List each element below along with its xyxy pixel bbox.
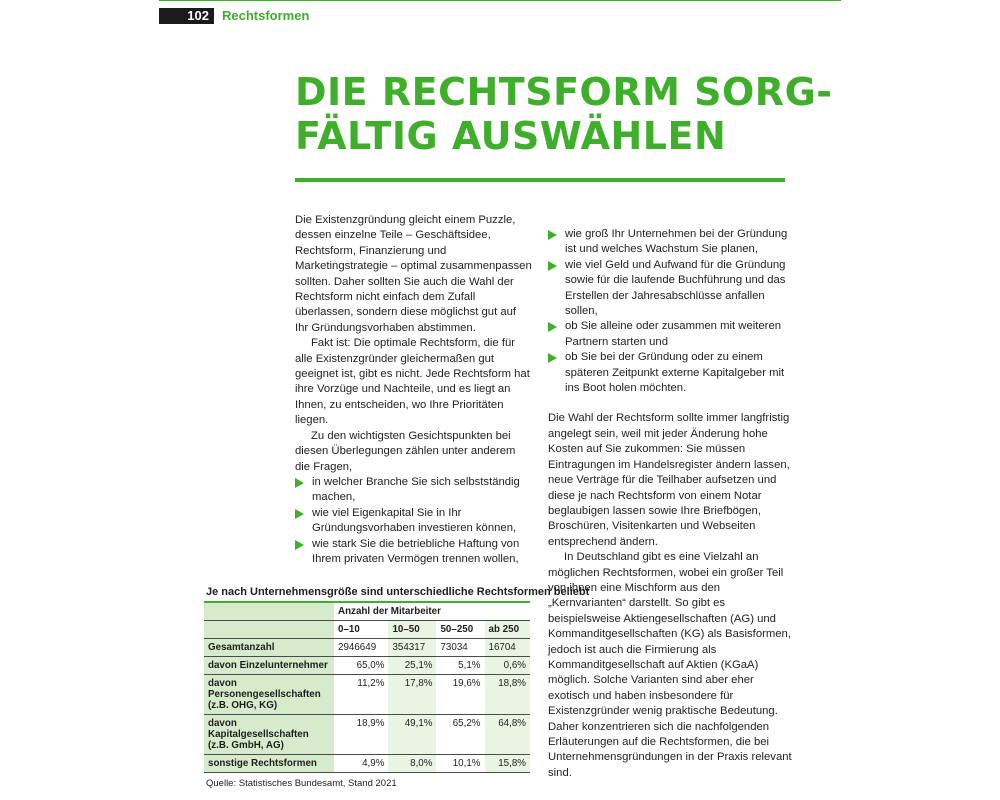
table-cell: 73034: [440, 642, 468, 653]
page-number: 102: [187, 8, 209, 23]
triangle-bullet-icon: [548, 353, 557, 363]
title-line-1: DIE RECHTSFORM SORG-: [295, 70, 833, 114]
paragraph: Die Wahl der Rechtsform sollte immer langfristig angelegt sein, weil mit jeder Änderung hohe Kosten auf Sie zukommen: Sie müssen Eintragungen im Handelsregister ändern lassen, neue Verträge für die Teilhaber aufsetzen und diese je nach Rechtsform von einem Notar beglaubigen lassen sowie Ihre Briefbögen, Broschüren, Visitenkarten und Webseiten entsprechend ändern.: [548, 412, 790, 548]
table-cell: 16704: [485, 639, 530, 657]
list-item-text: wie viel Geld und Aufwand für die Gründung sowie für die laufende Buchführung und das Erstellen der Jahresabschlüsse anfallen sollen,: [565, 258, 786, 318]
legal-forms-table: [204, 601, 530, 773]
column-header: 0–10: [338, 624, 360, 635]
column-header: 50–250: [440, 624, 474, 635]
text-column-right: [548, 227, 793, 781]
table-cell: 65,2%: [452, 718, 481, 729]
table-cell: 10,1%: [452, 758, 481, 769]
list-item-text: ob Sie bei der Gründung oder zu einem späteren Zeitpunkt externe Kapitalgeber mit ins Boot holen möchten.: [565, 351, 785, 395]
table-source: Quelle: Statistisches Bundesamt, Stand 2021: [206, 778, 397, 789]
table-cell: 19,6%: [452, 678, 481, 689]
table-cell: 8,0%: [388, 755, 436, 773]
table-cell: 354317: [388, 639, 436, 657]
table-row: [204, 639, 530, 657]
list-item-text: wie viel Eigenkapital Sie in Ihr Gründungsvorhaben investieren können,: [312, 506, 517, 535]
triangle-bullet-icon: [295, 540, 304, 550]
table-row: [204, 675, 530, 715]
list-item: [295, 537, 532, 568]
table-cell: 49,1%: [388, 715, 436, 755]
table-cell: 0,6%: [485, 657, 530, 675]
table-group-header: Anzahl der Mitarbeiter: [338, 606, 441, 617]
paragraph: In Deutschland gibt es eine Vielzahl an möglichen Rechtsformen, wobei ein großer Teil von ihnen eine Mischform aus den „Kernvarianten“ darstellt. So gibt es beispielsweise Aktiengesellschaften (AG) und Kommanditgesellschaften (KG) als Basisformen, jedoch ist auch die Firmierung als Kommanditgesellschaft auf Aktien (KGaA) möglich. Solche Varianten sind aber eher exotisch und haben insbesondere für Existenzgründer wenig praktische Bedeutung. Daher konzentrieren sich die nachfolgenden Erläuterungen auf die Rechtsformen, die bei Unternehmensgründungen in der Praxis relevant sind.: [548, 551, 792, 779]
page-title: [295, 70, 833, 158]
table-cell: 25,1%: [388, 657, 436, 675]
table-cell: 2946649: [338, 642, 377, 653]
spacer: [548, 396, 793, 411]
table-header-row: [204, 621, 530, 639]
list-item-text: wie stark Sie die betriebliche Haftung von Ihrem privaten Vermögen trennen wollen,: [312, 537, 520, 565]
triangle-bullet-icon: [548, 230, 557, 240]
table-corner-cell: [204, 602, 334, 621]
row-label: sonstige Rechtsformen: [204, 755, 334, 773]
triangle-bullet-icon: [295, 509, 304, 519]
table-cell: 18,9%: [356, 718, 385, 729]
list-item-text: ob Sie alleine oder zusammen mit weiteren Partnern starten und: [565, 320, 782, 348]
triangle-bullet-icon: [548, 322, 557, 332]
table-cell: 5,1%: [458, 660, 481, 671]
column-header: ab 250: [485, 621, 530, 639]
table-caption: Je nach Unternehmensgröße sind unterschiedliche Rechtsformen beliebt: [206, 586, 590, 598]
question-list: [295, 475, 532, 567]
list-item: [295, 506, 532, 537]
table-row: [204, 657, 530, 675]
table-row: [204, 715, 530, 755]
title-rule: [295, 178, 785, 182]
list-item: [548, 350, 793, 396]
table-cell: 65,0%: [356, 660, 385, 671]
list-item: [295, 475, 532, 506]
table-cell: 64,8%: [485, 715, 530, 755]
row-label: Gesamtanzahl: [204, 639, 334, 657]
table-corner-cell: [204, 621, 334, 639]
list-item-text: wie groß Ihr Unternehmen bei der Gründung ist und welches Wachstum Sie planen,: [565, 228, 788, 256]
question-list-continued: [548, 227, 793, 396]
section-title: Rechtsformen: [222, 8, 310, 23]
table-cell: 18,8%: [485, 675, 530, 715]
table-group-header-row: [204, 602, 530, 621]
table-cell: 15,8%: [485, 755, 530, 773]
list-item: [548, 258, 793, 320]
list-item: [548, 227, 793, 258]
triangle-bullet-icon: [548, 261, 557, 271]
list-item-text: in welcher Branche Sie sich selbstständig machen,: [312, 475, 520, 504]
column-header: 10–50: [388, 621, 436, 639]
top-rule: [159, 0, 841, 1]
paragraph: Die Existenzgründung gleicht einem Puzzle, dessen einzelne Teile – Geschäftsidee, Rechtsform, Finanzierung und Marketingstrategie – optimal zusammenpassen sollten. Daher sollten Sie auch die Wahl der Rechtsform nicht einfach dem Zufall überlassen, sondern diese möglichst gut auf Ihr Gründungsvorhaben abstimmen.: [295, 214, 532, 334]
page-number-box: [159, 8, 214, 24]
paragraph: Zu den wichtigsten Gesichtspunkten bei diesen Überlegungen zählen unter anderem die Fragen,: [295, 429, 516, 473]
paragraph: Fakt ist: Die optimale Rechtsform, die für alle Existenzgründer gleichermaßen gut geeignet ist, gibt es nicht. Jede Rechtsform hat ihre Vorzüge und Nachteile, und es liegt an Ihnen, zu entscheiden, wo Ihre Prioritäten liegen.: [295, 337, 530, 427]
table-cell: 11,2%: [357, 678, 385, 689]
triangle-bullet-icon: [295, 478, 304, 488]
title-line-2: FÄLTIG AUSWÄHLEN: [295, 114, 727, 158]
row-label: davon Einzelunternehmer: [204, 657, 334, 675]
table-row: [204, 755, 530, 773]
table-cell: 17,8%: [388, 675, 436, 715]
row-label: davon Kapitalgesellschaften (z.B. GmbH, AG): [204, 715, 334, 755]
row-label: davon Personengesellschaften (z.B. OHG, KG): [204, 675, 334, 715]
list-item: [548, 319, 793, 350]
table-cell: 4,9%: [362, 758, 385, 769]
text-column-left: [295, 213, 532, 567]
